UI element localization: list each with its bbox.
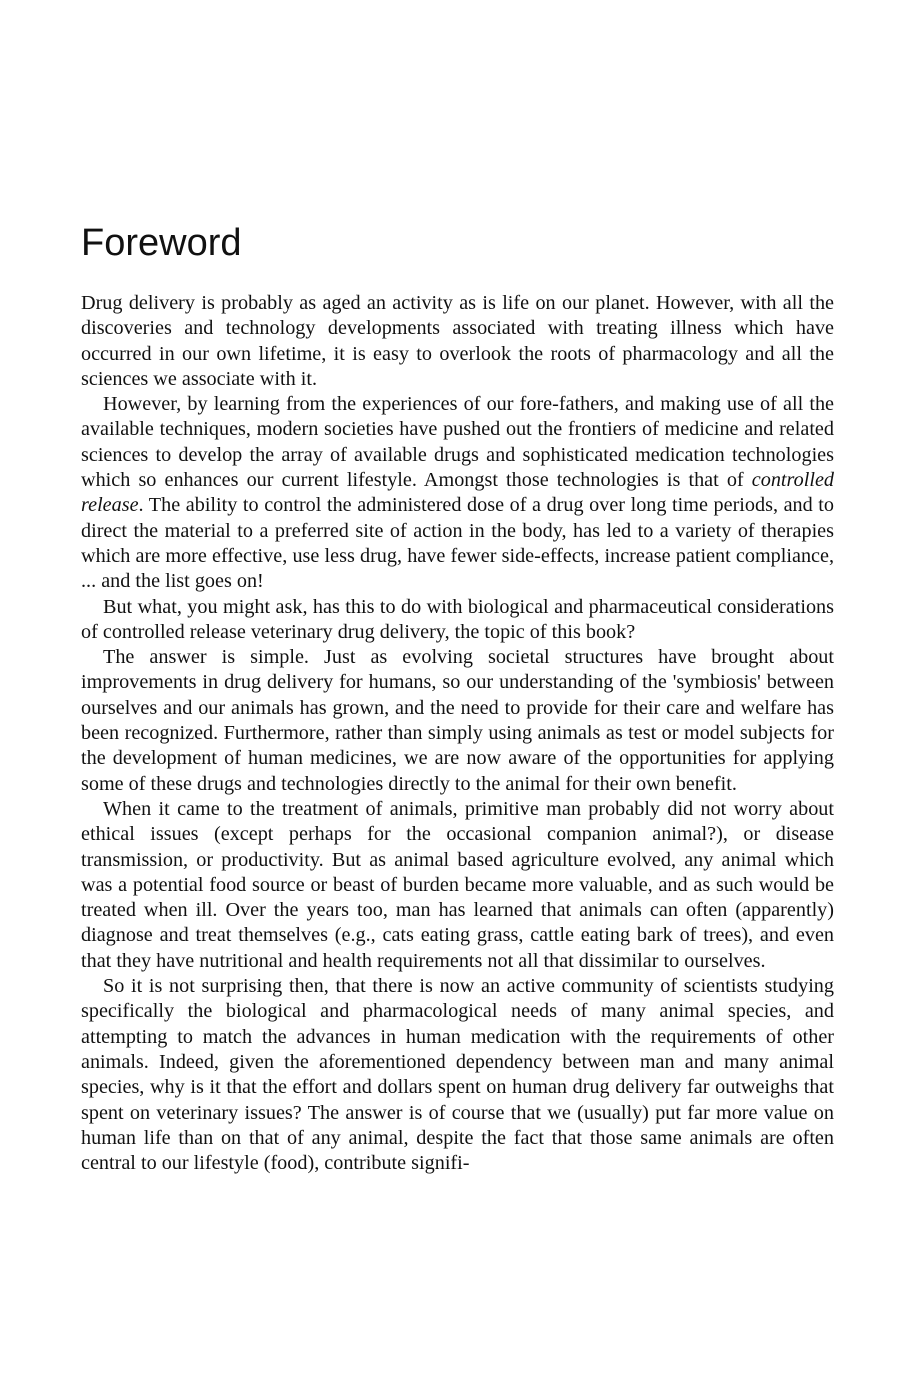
- page-title: Foreword: [81, 222, 242, 264]
- paragraph-6-text: So it is not surprising then, that there is now an active community of scientists studying specifically the biological and pharmacological needs of many animal species, and attempting to match the advances in human medication with the requirements of other animals. Indeed, given the aforementioned dependency between man and many animal species, why is it that the effort and dollars spent on human drug delivery far outweighs that spent on veterinary issues? The answer is of course that we (usually) put far more value on human life than on that of any animal, despite the fact that those same animals are often central to our lifestyle (food), contribute signifi-: [81, 975, 834, 1175]
- foreword-body: [81, 291, 834, 1176]
- paragraph-2-emphasis: controlled release: [81, 469, 834, 517]
- paragraph-1: [81, 291, 834, 392]
- paragraph-6: [81, 974, 834, 1176]
- paragraph-3: [81, 595, 834, 646]
- paragraph-5: [81, 797, 834, 974]
- page: [81, 0, 834, 1376]
- paragraph-3-text: But what, you might ask, has this to do with biological and pharmaceutical considerations of controlled release veterinary drug delivery, the topic of this book?: [81, 595, 834, 643]
- paragraph-4-text: The answer is simple. Just as evolving societal structures have brought about improvements in drug delivery for humans, so our understanding of the 'symbiosis' between ourselves and our animals has grown, and the need to provide for their care and welfare has been recognized. Furthermore, rather than simply using animals as test or model subjects for the development of human medicines, we are now aware of the opportunities for applying some of these drugs and technologies directly to the animal for their own benefit.: [81, 646, 834, 795]
- paragraph-4: [81, 645, 834, 797]
- paragraph-2: [81, 392, 834, 594]
- paragraph-1-text: Drug delivery is probably as aged an activity as is life on our planet. However, with all the discoveries and technology developments associated with treating illness which have occurred in our own lifetime, it is easy to overlook the roots of pharmacology and all the sciences we associate with it.: [81, 292, 834, 390]
- paragraph-5-text: When it came to the treatment of animals, primitive man probably did not worry about ethical issues (except perhaps for the occasional companion animal?), or disease transmission, or productivity. But as animal based agriculture evolved, any animal which was a potential food source or beast of burden became more valuable, and as such would be treated when ill. Over the years too, man has learned that animals can often (apparently) diagnose and treat themselves (e.g., cats eating grass, cattle eating bark of trees), and even that they have nutritional and health requirements not all that dissimilar to ourselves.: [81, 797, 834, 972]
- paragraph-2-text: However, by learning from the experiences of our fore-fathers, and making use of all the available techniques, modern societies have pushed out the frontiers of medicine and related sciences to develop the array of available drugs and sophisticated medication technologies which so enhances our current lifestyle. Amongst those technologies is that of: [81, 393, 834, 492]
- paragraph-2-text-end: . The ability to control the administered dose of a drug over long time periods, and to direct the material to a preferred site of action in the body, has led to a variety of therapies which are more effective, use less drug, have fewer side-effects, increase patient compliance, ... and the list goes on!: [81, 494, 834, 593]
